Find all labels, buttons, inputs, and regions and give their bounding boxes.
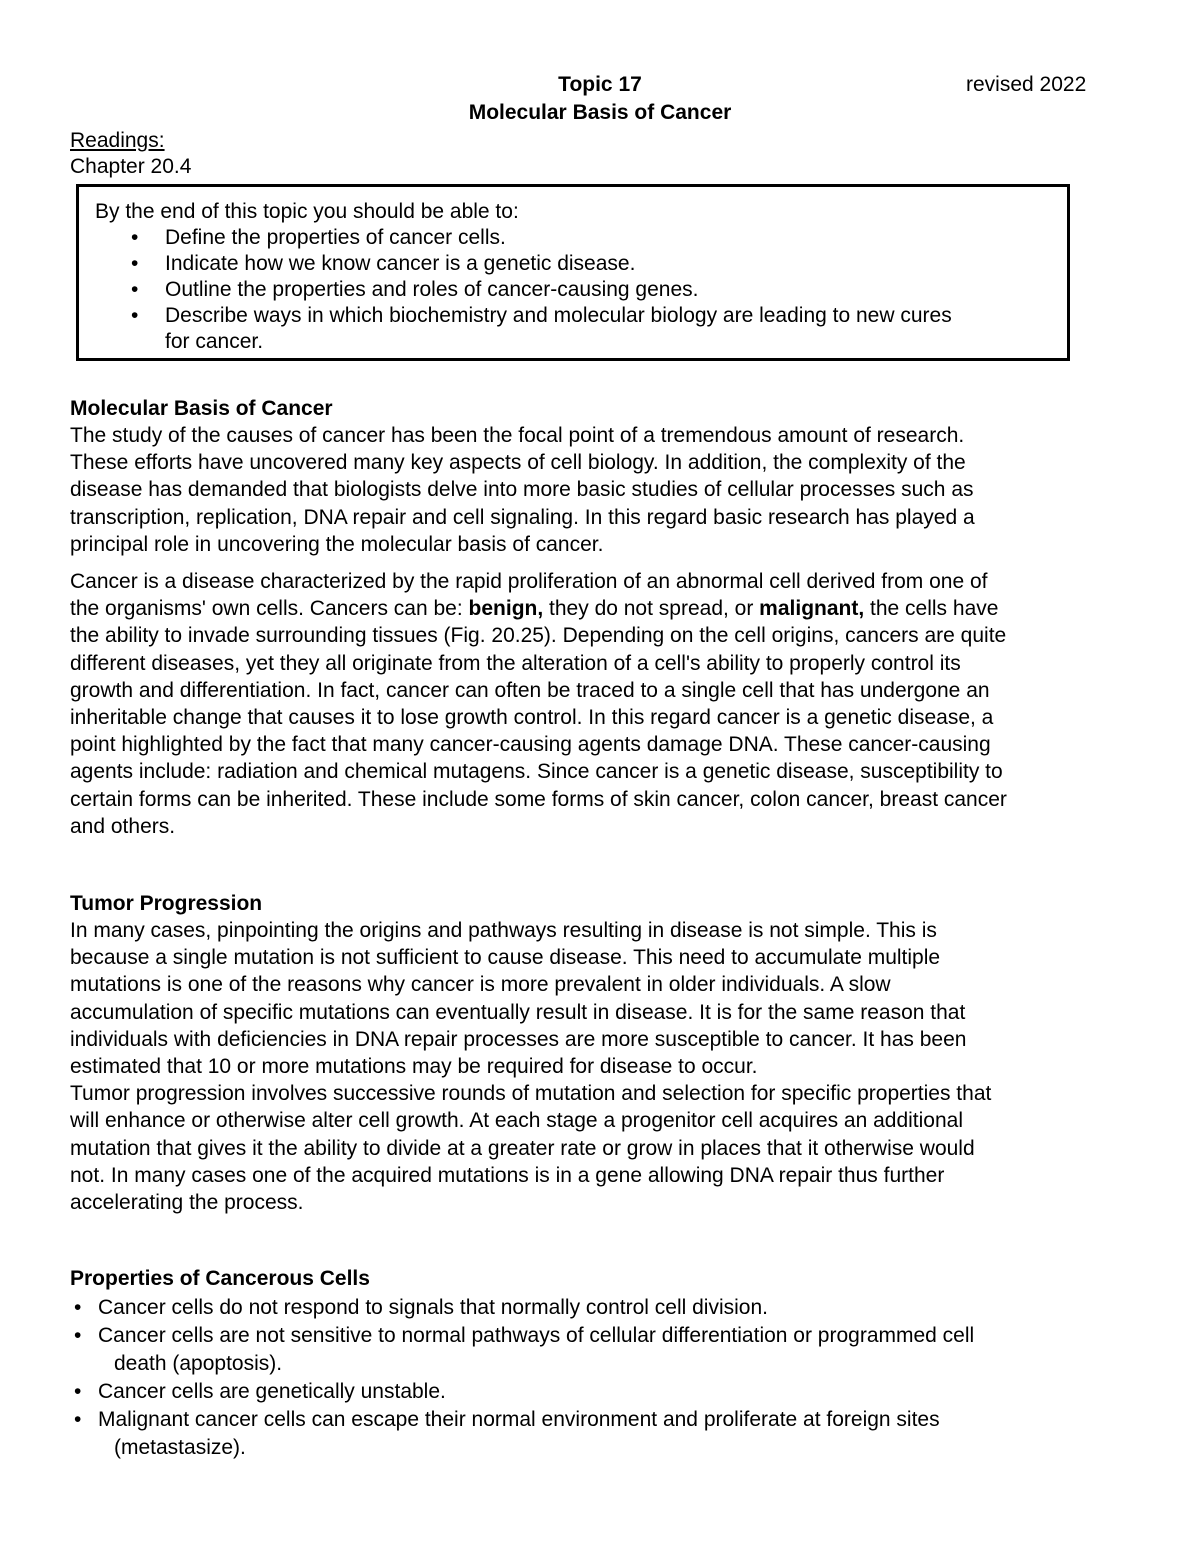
readings-chapter: Chapter 20.4	[70, 155, 192, 178]
term-benign: benign,	[468, 597, 544, 621]
term-malignant: malignant,	[759, 597, 865, 621]
paragraph: In many cases, pinpointing the origins and pathways resulting in disease is not simple. This is because a single mutation is not sufficient to cause disease. This need to accumulate multiple mutations is one of the reasons why cancer is more prevalent in older individuals. A slow accumulation of specific mutations can eventually result in disease. It is for the same reason that individuals with deficiencies in DNA repair processes are more susceptible to cancer. It has been estimated that 10 or more mutations may be required for disease to occur. Tumor progression involves successive rounds of mutation and selection for specific properties that will enhance or otherwise alter cell growth. At each stage a progenitor cell acquires an additional mutation that gives it the ability to divide at a greater rate or grow in places that it otherwise would not. In many cases one of the acquired mutations is in a gene allowing DNA repair thus further accelerating the process.	[70, 919, 992, 1215]
revision-note: revised 2022	[966, 73, 1087, 96]
topic-number: Topic 17	[558, 73, 642, 96]
section-molecular-basis	[70, 396, 1140, 840]
objectives-list	[79, 225, 952, 355]
page-title: Molecular Basis of Cancer	[468, 101, 732, 124]
property-item: • Cancer cells are not sensitive to normal pathways of cellular differentiation or programmed cell death (apoptosis).	[70, 1322, 1150, 1378]
properties-list	[70, 1294, 1150, 1462]
objective-item: • Indicate how we know cancer is a genetic disease.	[79, 251, 952, 277]
section-heading: Molecular Basis of Cancer	[70, 397, 333, 420]
objective-item: • Define the properties of cancer cells.	[79, 225, 952, 251]
section-heading: Tumor Progression	[70, 892, 263, 915]
learning-objectives-box	[76, 184, 1070, 361]
section-heading-properties: Properties of Cancerous Cells	[70, 1267, 370, 1290]
paragraph: The study of the causes of cancer has been the focal point of a tremendous amount of research. These efforts have uncovered many key aspects of cell biology. In addition, the complexity of the disease has demanded that biologists delve into more basic studies of cellular processes such as transcription, replication, DNA repair and cell signaling. In this regard basic research has played a principal role in uncovering the molecular basis of cancer.	[70, 424, 975, 556]
readings-label: Readings:	[70, 129, 165, 152]
objective-item: • Outline the properties and roles of cancer-causing genes.	[79, 277, 952, 303]
objective-item: • Describe ways in which biochemistry and molecular biology are leading to new cures for cancer.	[79, 303, 952, 355]
property-item: • Cancer cells are genetically unstable.	[70, 1378, 1150, 1406]
property-item: • Malignant cancer cells can escape their normal environment and proliferate at foreign sites (metastasize).	[70, 1406, 1150, 1462]
paragraph: Cancer is a disease characterized by the rapid proliferation of an abnormal cell derived from one of the organisms' own cells. Cancers can be: benign, they do not spread, or malignant, the cells have the ability to invade surrounding tissues (Fig. 20.25). Depending on the cell origins, cancers are quite different diseases, yet they all originate from the alteration of a cell's ability to properly control its growth and differentiation. In fact, cancer can often be traced to a single cell that has undergone an inheritable change that causes it to lose growth control. In this regard cancer is a genetic disease, a point highlighted by the fact that many cancer-causing agents damage DNA. These cancer-causing agents include: radiation and chemical mutagens. Since cancer is a genetic disease, susceptibility to certain forms can be inherited. These include some forms of skin cancer, colon cancer, breast cancer and others.	[70, 570, 1007, 838]
objectives-intro: By the end of this topic you should be able to:	[95, 200, 519, 223]
section-tumor-progression	[70, 891, 1140, 1216]
property-item: • Cancer cells do not respond to signals that normally control cell division.	[70, 1294, 1150, 1322]
